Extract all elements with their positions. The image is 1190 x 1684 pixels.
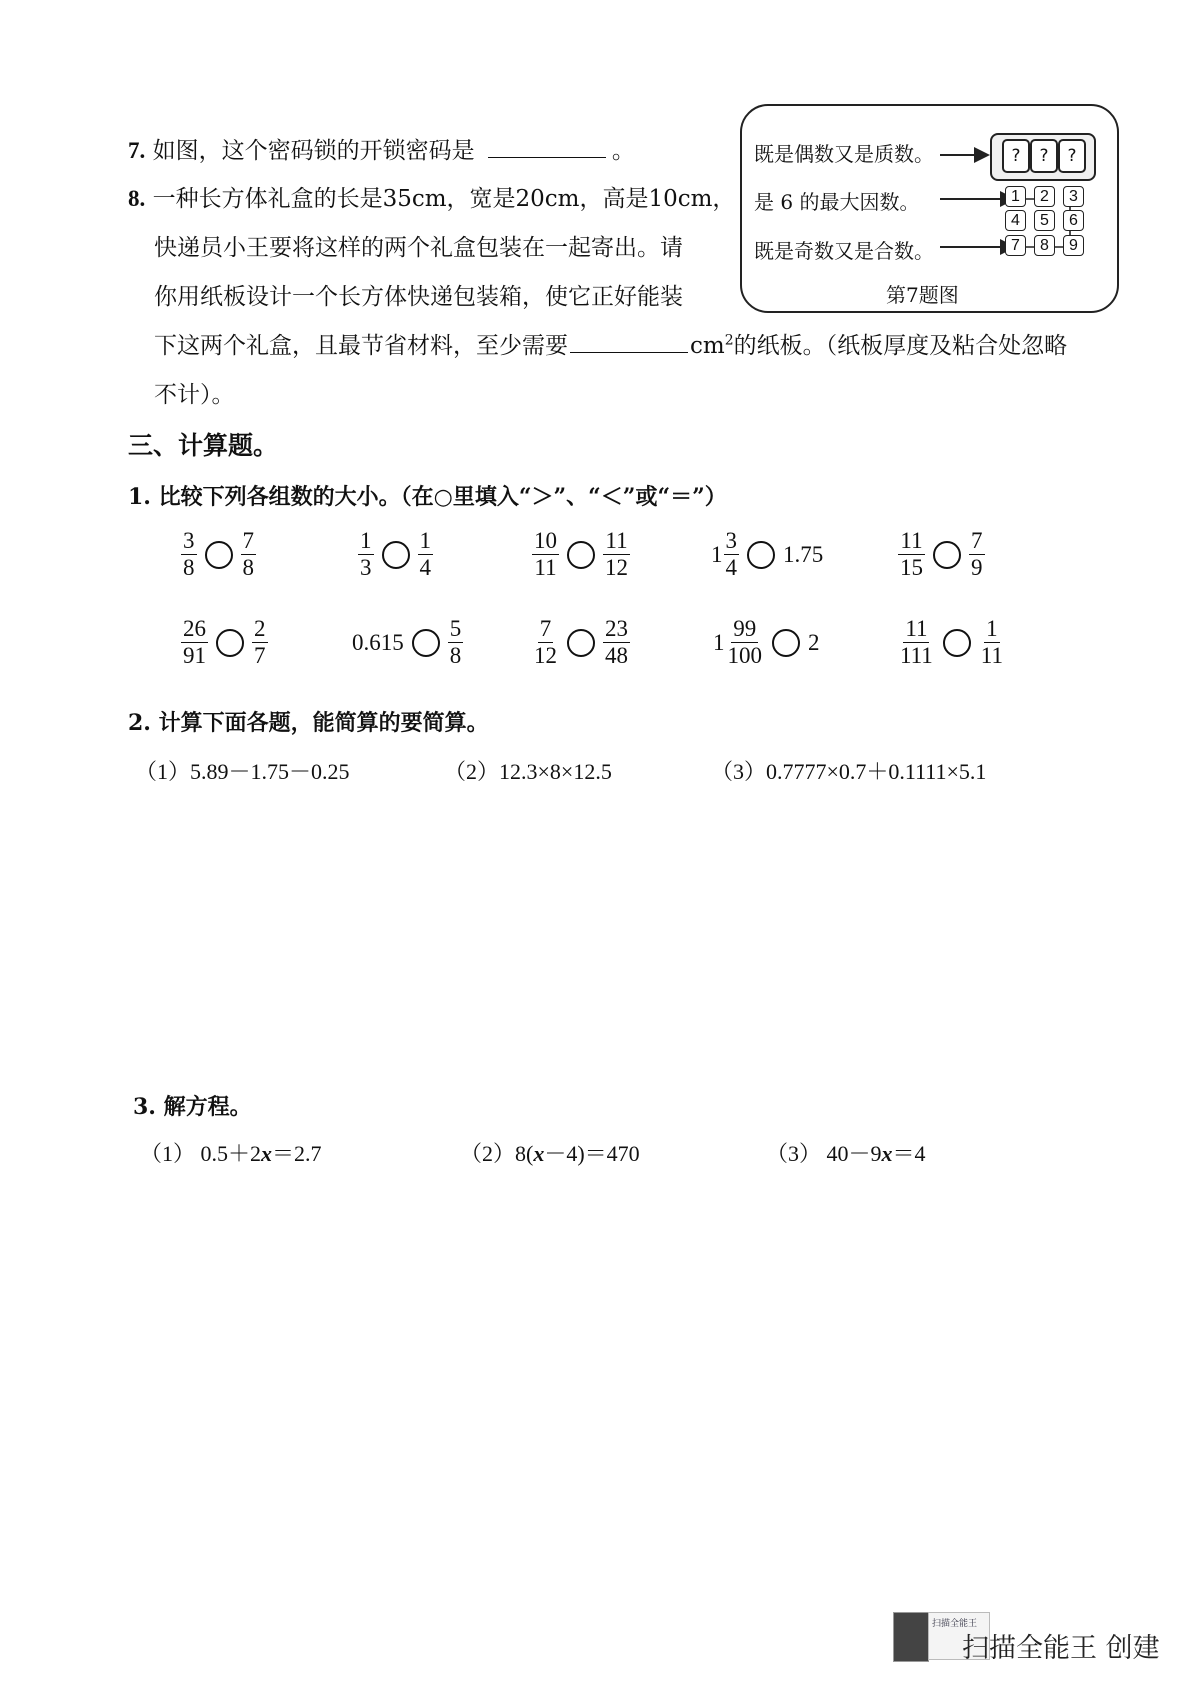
question-8-line-1 — [128, 180, 735, 213]
question-text: 下这两个礼盒，且最节省材料，至少需要 — [154, 333, 568, 359]
fraction: $\frac{23}{48}$ — [605, 616, 628, 669]
clue-1: 既是偶数又是质数。 — [754, 142, 934, 166]
keypad-key: 5 — [1034, 210, 1055, 231]
equation-2: （2）8(x－4)＝470 — [460, 1141, 640, 1166]
keypad-key: 6 — [1063, 210, 1084, 231]
keypad-key: 4 — [1005, 210, 1026, 231]
compare-item — [532, 617, 630, 668]
watermark-logo: 扫描全能王 — [928, 1612, 990, 1660]
calc-item-1: （1）5.89－1.75－0.25 — [135, 759, 350, 784]
question-text: 如图，这个密码锁的开锁密码是 — [152, 138, 475, 164]
fraction: $\frac{7}{8}$ — [242, 528, 254, 581]
fraction: $\frac{7}{9}$ — [971, 528, 983, 581]
question-8-line-5: 不计）。 — [154, 382, 235, 408]
decimal: 0.615 — [352, 629, 404, 655]
compare-item — [181, 529, 256, 580]
compare-item — [898, 529, 985, 580]
unit: cm — [690, 333, 725, 359]
lock-digit-1: ? — [1002, 139, 1030, 173]
compare-item — [181, 617, 268, 668]
problem-2-title: 2. 计算下面各题，能简算的要简算。 — [128, 710, 489, 736]
answer-circle[interactable] — [205, 541, 233, 569]
compare-item — [532, 529, 630, 580]
keypad-key: 8 — [1034, 235, 1055, 256]
problem-3-title: 3. 解方程。 — [133, 1094, 252, 1120]
clue-2: 是 6 的最大因数。 — [754, 190, 920, 214]
variable: x — [533, 1141, 545, 1166]
figure-caption: 第7题图 — [886, 283, 959, 307]
answer-circle[interactable] — [412, 629, 440, 657]
question-8-line-3: 你用纸板设计一个长方体快递包装箱，使它正好能装 — [154, 284, 683, 310]
keypad-key: 1 — [1005, 186, 1026, 207]
compare-item — [713, 617, 820, 668]
fraction: $\frac{1}{4}$ — [419, 528, 431, 581]
fraction: $\frac{10}{11}$ — [534, 528, 557, 581]
lock-digit-2: ? — [1030, 139, 1058, 173]
answer-circle[interactable] — [747, 541, 775, 569]
answer-circle[interactable] — [216, 629, 244, 657]
keypad-key: 9 — [1063, 235, 1084, 256]
decimal: 1.75 — [783, 541, 824, 567]
fraction: $\frac{99}{100}$ — [727, 616, 762, 669]
unit-exponent: 2 — [724, 332, 734, 349]
question-tail: 。 — [611, 138, 635, 164]
fraction: $\frac{7}{12}$ — [534, 616, 557, 669]
fraction: $\frac{11}{111}$ — [900, 616, 933, 669]
fraction: $\frac{3}{4}$ — [725, 528, 737, 581]
whole-part: 1 — [713, 629, 725, 655]
answer-blank[interactable] — [570, 332, 688, 353]
question-number: 7. — [128, 138, 146, 163]
question-8-line-4 — [154, 327, 1067, 360]
question-text: 的纸板。（纸板厚度及粘合处忽略 — [733, 333, 1068, 359]
fraction: $\frac{26}{91}$ — [183, 616, 206, 669]
answer-circle[interactable] — [567, 629, 595, 657]
variable: x — [881, 1141, 893, 1166]
question-number: 8. — [128, 186, 146, 211]
qr-code-icon — [893, 1612, 929, 1662]
section-title: 三、计算题。 — [128, 431, 279, 460]
fraction: $\frac{11}{15}$ — [900, 528, 923, 581]
equation-1: （1） 0.5＋2x＝2.7 — [140, 1141, 322, 1166]
question-7 — [128, 132, 635, 165]
keypad-key: 3 — [1063, 186, 1084, 207]
compare-item — [352, 617, 463, 668]
compare-item — [711, 529, 823, 580]
fraction: $\frac{11}{12}$ — [605, 528, 628, 581]
fraction: $\frac{3}{8}$ — [183, 528, 195, 581]
answer-circle[interactable] — [933, 541, 961, 569]
fraction: $\frac{2}{7}$ — [254, 616, 266, 669]
fraction: $\frac{1}{3}$ — [360, 528, 372, 581]
calc-item-2: （2）12.3×8×12.5 — [444, 759, 612, 784]
calc-item-3: （3）0.7777×0.7＋0.1111×5.1 — [711, 759, 987, 784]
answer-circle[interactable] — [943, 629, 971, 657]
integer: 2 — [808, 629, 820, 655]
answer-blank[interactable] — [488, 137, 606, 158]
whole-part: 1 — [711, 541, 723, 567]
answer-circle[interactable] — [567, 541, 595, 569]
variable: x — [261, 1141, 273, 1166]
answer-circle[interactable] — [382, 541, 410, 569]
equation-3: （3） 40－9x＝4 — [766, 1141, 926, 1166]
compare-item — [358, 529, 433, 580]
compare-item — [898, 617, 1005, 668]
keypad-key: 2 — [1034, 186, 1055, 207]
problem-1-title: 1. 比较下列各组数的大小。（在○里填入“＞”、“＜”或“＝”） — [128, 484, 727, 510]
clue-3: 既是奇数又是合数。 — [754, 239, 934, 263]
fraction: $\frac{1}{11}$ — [980, 616, 1003, 669]
watermark-text: 扫描全能王 创建 — [962, 1633, 1160, 1664]
question-text: 一种长方体礼盒的长是35cm，宽是20cm，高是10cm， — [152, 186, 736, 212]
fraction: $\frac{5}{8}$ — [449, 616, 462, 669]
answer-circle[interactable] — [772, 629, 800, 657]
lock-digit-3: ? — [1058, 139, 1086, 173]
keypad-key: 7 — [1005, 235, 1026, 256]
question-8-line-2: 快递员小王要将这样的两个礼盒包装在一起寄出。请 — [154, 235, 683, 261]
